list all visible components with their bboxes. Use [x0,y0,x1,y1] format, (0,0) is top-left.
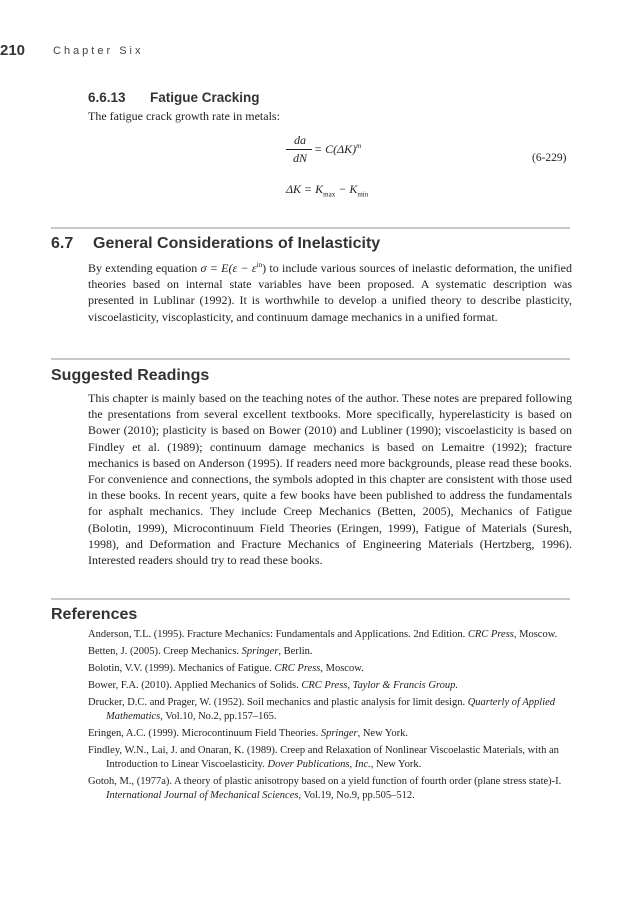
eq2-mid: − K [335,182,358,196]
para-rest: to include various sources of inelastic deformation, the unified theories based on internal state variables have been proposed. A systematic description was presented in Lublinar (1992). It is worthwhile to develop a unified theory to describe plasticity, viscoelasticity, viscoplasticity, and continuum damage mechanics in a unified format. [88,261,573,324]
inline-eq-sup: in [256,261,263,269]
reference-list [88,628,574,806]
subsection-number: 6.6.13 [88,90,126,105]
ref-publisher: Quarterly of Applied Mathematics [106,697,556,722]
inline-equation: σ = E(ε − ε [200,261,257,275]
subsection-heading [88,90,260,105]
section-title: General Considerations of Inelasticity [93,235,381,252]
para-start: By extending equation [88,261,201,275]
ref-text: Eringen, A.C. (1999). Microcontinuum Field Theories. [88,728,321,739]
suggested-readings-heading: Suggested Readings [51,367,210,384]
subsection-title: Fatigue Cracking [150,90,260,105]
ref-tail: , Vol.19, No.9, pp.505–512. [298,790,415,801]
eq2-sub-min: min [357,190,369,199]
ref-text: Drucker, D.C. and Prager, W. (1952). Soil mechanics and plastic analysis for limit design. [88,697,468,708]
reference-item [88,727,574,741]
references-heading: References [51,606,138,623]
suggested-readings-paragraph: This chapter is mainly based on the teaching notes of the author. These notes are prepared following the presentations from several excellent textbooks. More specifically, hyperelasticity is based on Bower (2010); plasticity is based on Bower (2010) and Lubliner (1990); viscoelasticity is based on Findley et al. (1989); continuum damage mechanics is based on Lemaitre (1992); fracture mechanics is based on Anderson (1995). If readers need more backgrounds, please read these books. For convenience and connections, the symbols adopted in this chapter are consistent with those used in these books. In recent years, quite a few books have been published to address the fundamentals for asphalt mechanics. They include Creep Mechanics (Betten, 2005), Mechanics of Fatigue (Bolotin, 1999), Microcontinuum Field Theories (Eringen, 1999), Fatigue of Materials (Suresh, 1998), and Deformation and Fracture Mechanics of Engineering Materials (Hertzberg, 1996). Interested readers should try to read these books. [88,391,572,568]
eq2-sub-max: max [323,190,336,199]
section-divider [51,227,570,229]
fraction-bar [286,149,312,150]
section-number: 6.7 [51,235,74,252]
eq-exponent: m [356,142,362,150]
fatigue-intro: The fatigue crack growth rate in metals: [88,109,280,123]
ref-text: Gotoh, M., (1977a). A theory of plastic anisotropy based on a yield function of fourth order (plane stress state)-I. [88,776,562,787]
delta-k-equation [286,182,368,198]
ref-publisher: CRC Press [274,663,321,674]
inelasticity-paragraph [88,257,572,325]
ref-publisher: Springer [241,646,279,657]
equation-label: (6-229) [532,152,567,164]
ref-publisher: CRC Press, Taylor & Francis Group. [301,680,459,691]
reference-item [88,744,574,772]
ref-text: Findley, W.N., Lai, J. and Onaran, K. (1989). Creep and Relaxation of Nonlinear Viscoelastic Materials, with an Introduction to Linear Viscoelasticity. [88,745,559,770]
eq-numerator: da [294,133,306,147]
ref-publisher: CRC Press [467,629,514,640]
page-number: 210 [0,42,26,59]
ref-tail: , New York. [370,759,422,770]
ref-tail: , Moscow. [320,663,364,674]
reference-item [88,645,574,659]
inline-eq-end: ) [262,261,267,275]
ref-text: Bower, F.A. (2010). Applied Mechanics of Solids. [88,680,302,691]
ref-tail: , Berlin. [278,646,313,657]
section-divider [51,598,570,600]
ref-tail: , Vol.10, No.2, pp.157–165. [160,711,277,722]
ref-tail: , Moscow. [513,629,558,640]
eq-rhs [314,142,361,157]
eq2-lhs: ΔK = K [286,182,324,196]
ref-publisher: International Journal of Mechanical Sciences [106,790,299,801]
reference-item [88,679,574,693]
reference-item [88,628,574,642]
reference-item [88,662,574,676]
ref-tail: , New York. [357,728,409,739]
ref-publisher: Springer [320,728,358,739]
ref-text: Betten, J. (2005). Creep Mechanics. [88,646,242,657]
running-header: Chapter Six [53,45,144,57]
eq-rhs-text: = C(ΔK) [314,142,357,156]
ref-publisher: Dover Publications, Inc. [267,759,371,770]
section-divider [51,358,570,360]
reference-item [88,696,574,724]
ref-text: Bolotin, V.V. (1999). Mechanics of Fatigue. [88,663,275,674]
ref-text: Anderson, T.L. (1995). Fracture Mechanics: Fundamentals and Applications. 2nd Edition. [88,629,468,640]
section-heading [51,235,380,253]
eq-denominator: dN [292,151,307,165]
reference-item [88,775,574,803]
